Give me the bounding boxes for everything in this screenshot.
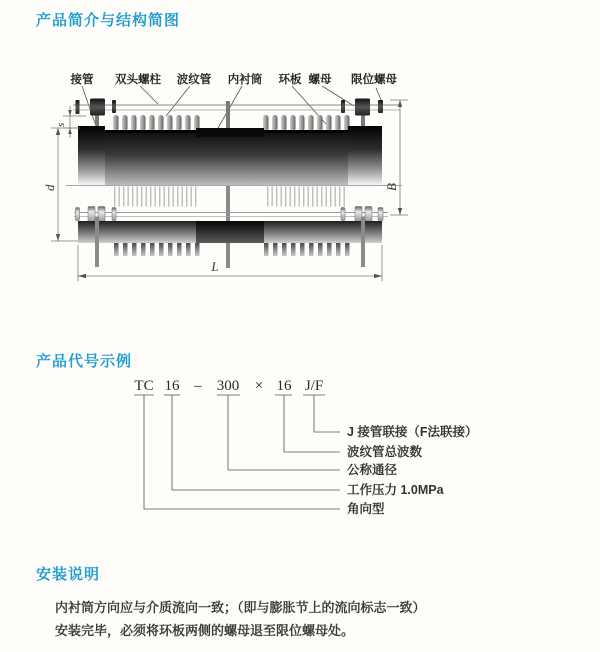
dim-s: s (55, 122, 67, 127)
code-leader-lines (134, 395, 340, 509)
install-note-line-2: 安装完毕，必须将环板两侧的螺母退至限位螺母处。 (55, 622, 355, 638)
dimension-B (384, 100, 408, 215)
dim-B: B (384, 183, 399, 191)
label-nut: 螺母 (308, 74, 332, 86)
dim-L: L (211, 259, 219, 274)
code-part-pressure: 16 (164, 378, 180, 394)
code-part-diameter: 300 (216, 378, 240, 394)
section-heading-install: 安装说明 (36, 566, 101, 583)
install-notes (55, 597, 426, 642)
product-code (134, 378, 323, 394)
code-part-connection: J/F (304, 378, 324, 394)
legend-item-waves: 波纹管总波数 (347, 445, 423, 459)
dimension-d (42, 128, 78, 241)
code-part-type: TC (134, 378, 154, 394)
bellows-bottom (114, 243, 350, 256)
label-bellows: 波纹管 (176, 74, 212, 86)
install-note-line-1: 内衬筒方向应与介质流向一致；（即与膨胀节上的流向标志一致） (55, 600, 426, 615)
inner-liner-band (196, 128, 264, 137)
code-part-dash: – (194, 378, 202, 394)
label-connecting-pipe: 接管 (70, 74, 94, 86)
bottom-tie-rod (74, 207, 388, 222)
pipe-nut-block-left (90, 99, 105, 116)
code-part-waves: 16 (276, 378, 292, 394)
section-heading-intro: 产品简介与结构简图 (36, 12, 181, 29)
hanging-stud-left (95, 217, 99, 267)
bellows-inner-right (264, 187, 347, 207)
legend-item-type: 角向型 (347, 502, 385, 516)
stud-nut (76, 100, 80, 114)
label-limit-nut: 限位螺母 (351, 74, 397, 86)
pipe-nut-block-right (355, 99, 370, 116)
label-ring-plate: 环板 (278, 74, 302, 86)
connecting-pipe-right (348, 126, 382, 185)
connecting-pipe-left (78, 126, 105, 185)
dim-d: d (42, 184, 57, 191)
legend-item-connection: J 接管联接（F法联接） (347, 425, 478, 439)
code-part-times: × (254, 378, 264, 394)
code-legend-diagram (120, 374, 490, 526)
limit-nut (378, 100, 383, 113)
bellows-inner-left (114, 187, 197, 207)
structure-diagram (30, 58, 470, 310)
code-legend (347, 424, 478, 516)
legend-item-diameter: 公称通径 (347, 463, 398, 477)
legend-item-pressure: 工作压力 1.0MPa (347, 483, 444, 497)
hanging-stud-right (361, 217, 365, 267)
main-body (78, 126, 382, 185)
diagram-part-labels (70, 72, 398, 86)
bellows-shell (105, 130, 350, 185)
label-double-end-stud: 双头螺柱 (115, 74, 161, 86)
section-heading-code: 产品代号示例 (36, 353, 133, 370)
label-inner-liner: 内衬筒 (227, 74, 263, 86)
